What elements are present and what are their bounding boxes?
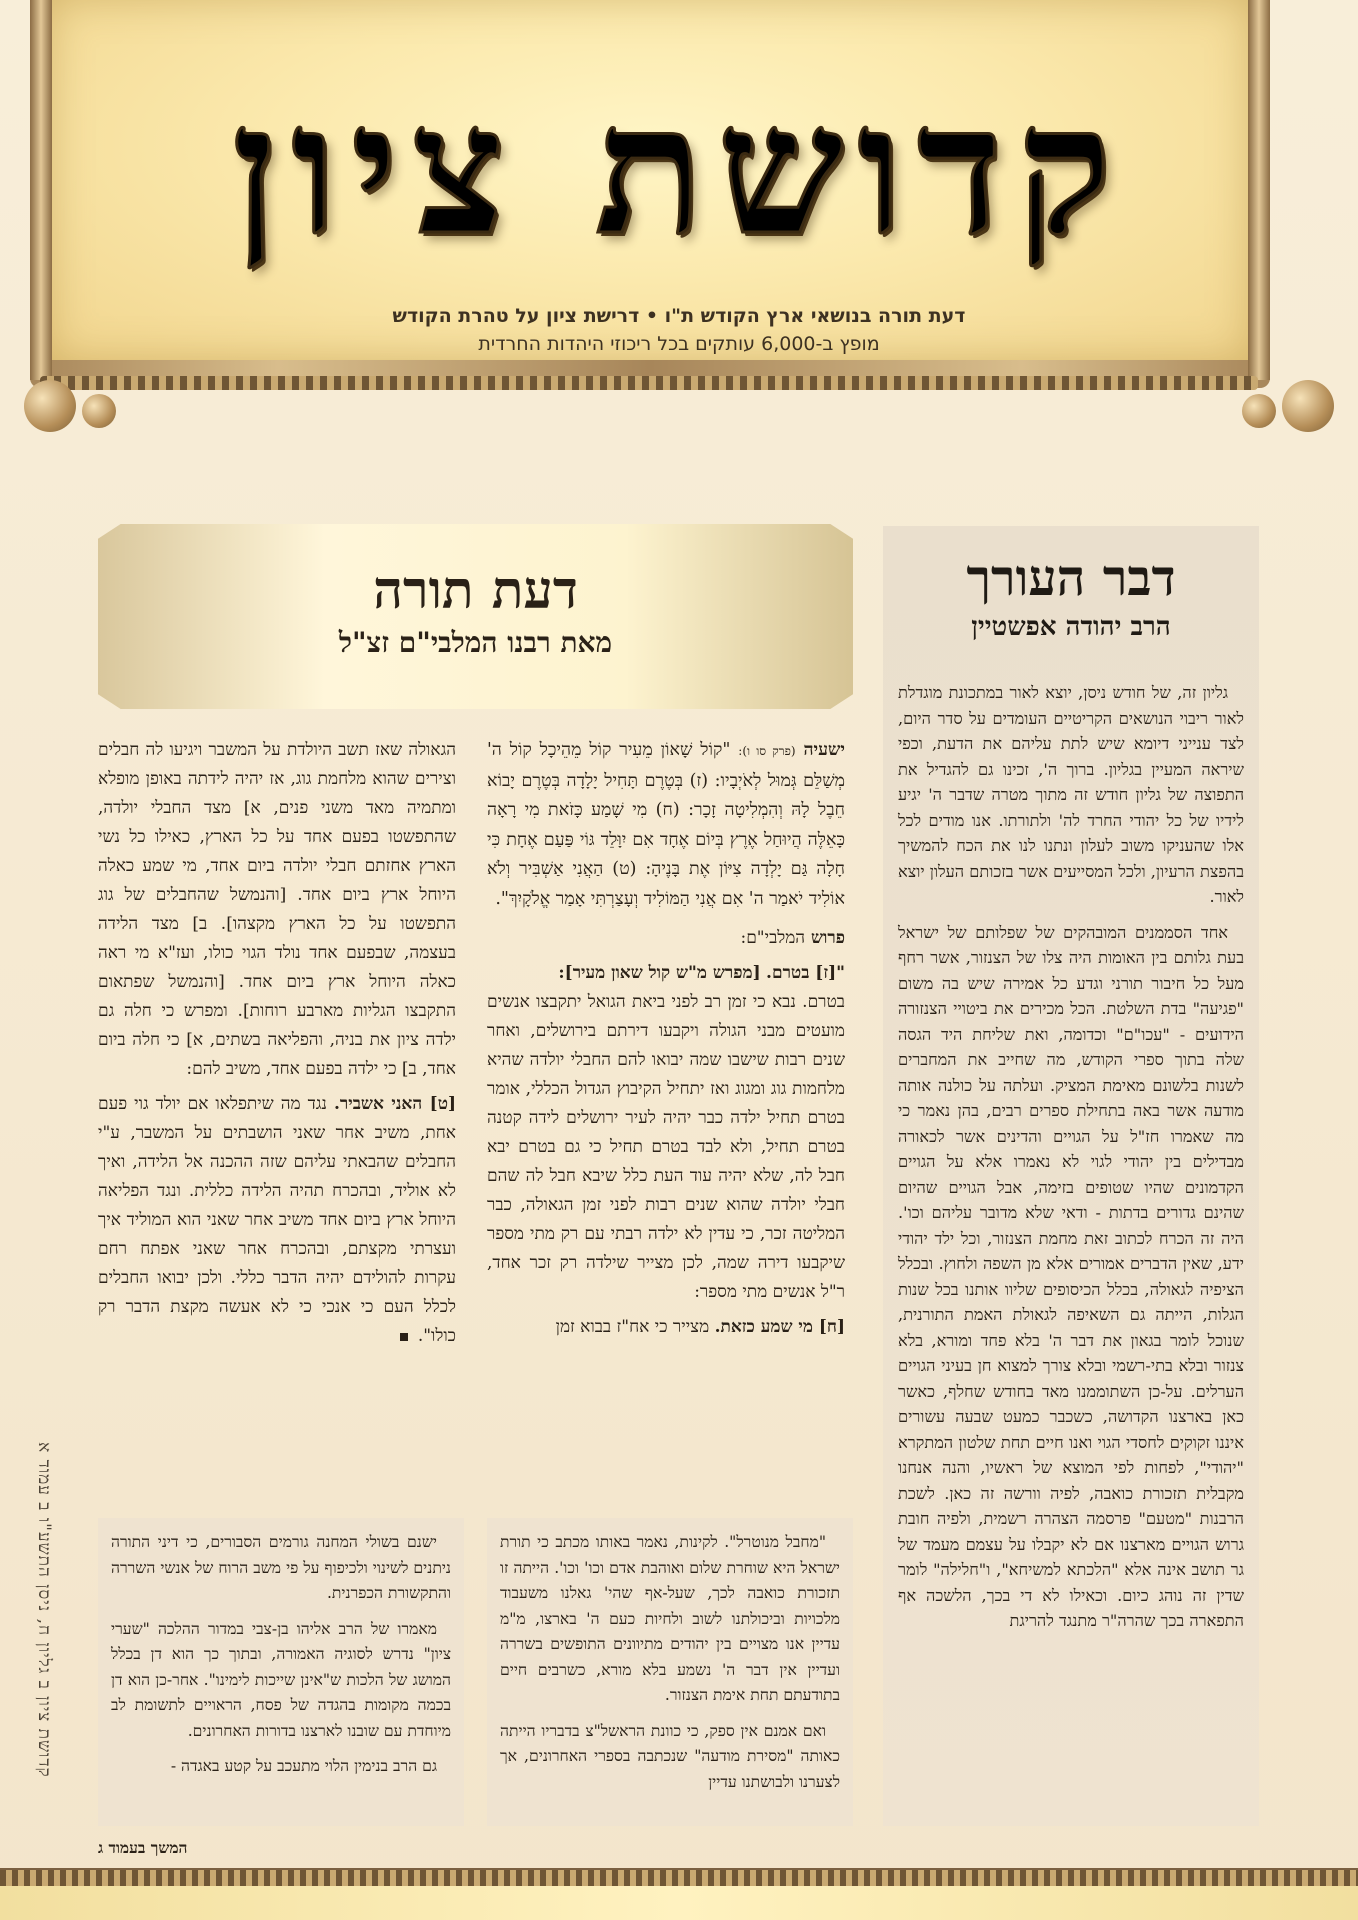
verse-block (487, 736, 845, 914)
verse-reference: (פרק סו ו): (738, 744, 796, 758)
editor-header (883, 548, 1259, 644)
commentary-t (98, 1090, 456, 1351)
masthead-tagline: דעת תורה בנושאי ארץ הקודש ת"ו • דרישת ציון על טהרת הקודש (392, 305, 966, 327)
editor-paragraph: גליון זה, של חודש ניסן, יוצא לאור במתכונת מוגדלת לאור ריבוי הנושאים הקריטיים העומדים על סדר היום, לצד ענייני דיומא שיש לתת עליהם את הדעת, וכפי שיראה המעיין בגליון. ברוך ה', זכינו גם להגדיל את התפוצה של גליון חודש זה מתוך מטרה שדבר ה' יגיע לידיו של כל יהודי החרד לה' ולתורתו. אנו מודים לכל אלו שהעניקו משוב לעלון ונתנו לנו את הכח להמשיך בהפצת הרעיון, ולכל המסייעים אשר בזכותם העלון יוצא לאור. (898, 683, 1244, 906)
editor-author: הרב יהודה אפשטיין (971, 612, 1171, 642)
verse-text: "קוֹל שָׁאוֹן מֵעִיר קוֹל מֵהֵיכָל קוֹל ה' מְשַׁלֵּם גְּמוּל לְאֹיְבָיו: (ז) בְּטֶרֶם תָּחִיל יָלָדָה בְּטֶרֶם יָבוֹא חֵבֶל לָהּ וְהִמְלִיטָה זָכָר: (ח) מִי שָׁמַע כָּזֹאת מִי רָאָה כָּאֵלֶּה הֲיוּחַל אֶרֶץ בְּיוֹם אֶחָד אִם יִוָּלֵד גּוֹי פַּעַם אֶחָת כִּי חָלָה גַּם יָלְדָה צִיּוֹן אֶת בָּנֶיהָ: (ט) הַאֲנִי אַשְׁבִּיר וְלֹא אוֹלִיד יֹאמַר ה' אִם אֲנִי הַמּוֹלִיד וְעָצַרְתִּי אָמַר אֱלֹקָיִךְ". (487, 740, 845, 909)
bottom-paragraph: מאמרו של הרב אליהו בן-צבי במדור ההלכה "שערי ציון" נדרש לסוגיה האמורה, ובתוך כך הוא דן בכלל המושג של הלכות ש"אינן שייכות לימינו". אחר-כן הוא דן בכמה מקומות בהגדה של פסח, הראויים לתשומת לב מיוחדת עם שובנו לארצנו בדורות האחרונים. (111, 1619, 451, 1740)
masthead-distribution: מופץ ב-6,000 עותקים בכל ריכוזי היהדות החרדית (478, 333, 880, 355)
ornament-ball-icon (1242, 394, 1276, 428)
editor-paragraph: אחד הסממנים המובהקים של שפלותם של ישראל בעת גלותם בין האומות היה צלו של הצנזור, אשר רחף מעל כל חיבור תורני וגדע כל אמירה שיש בה משום "פגיעה" בדת השלטת. הכל מכירים את ביטויי הצנזורה הידועים - "עכו"ם" וכדומה, ואת שליחת היד הגסה שלה בתוך ספרי הקודש, מה שחייב את המחברים לשנות בלשונם מאימת המציק. ועלתה על כולנה אותה מודעה אשר באה בתחילת ספרים רבים, בהן נאמר כי מה שאמרו חז"ל על הגויים והדינים אשר לכאורה מבדילים בין יהודי לגוי לא נאמרו אלא על הגויים הקדמונים שהיו שטופים בזימה, אבל הגויים שהיום שהינם גדורים בדתות - ודאי שלא מדובר עליהם וכו'. היה זה הכרח לכתוב זאת מחמת הצנזור, וכל ילד יהודי ידע, שאין הדברים אמורים אלא מן השפה ולחוץ. ובכלל הציפיה לגאולה, בכלל הכיסופים שליוו אותנו בכל שנות הגלות, הייתה גם השאיפה לגאולת האמת התורנית, שנוכל לומר בגאון את דבר ה' בלא פחד ומורא, בלא צנזור ובלא בתי-רשמי ובלא צורך למצוא חן בעיני הגויים הערלים. על-כן השתוממנו מאד בחודש שחלף, כאשר כאן בארצנו הקדושה, כשכבר כמעט שבעה עשורים איננו זקוקים לחסדי הגוי ואנו חיים תחת שלטון המתקרא "יהודי", לפחות לפי המוצא של ראשיו, והנה אנחנו מקבלית תזכורת כואבה, לפיה וורשה זה כאן. לשכת הרבנות "מטעם" פרסמה הצהרה רשמית, ולפיה חובת גרוש הגויים מארצנו אם לא יקבלו על עצמם מעמד של גר תושב אינה אלא "הלכתא למשיחא", ו"חלילה" לומר שדין זה נוהג כיום. וכאילו לא די בכך, הלשכה אף התפארה בכך שהרה"ר מתנגד להריגת (898, 922, 1244, 1630)
commentary-h (487, 1313, 845, 1342)
commentary-t-label: [ט] האני אשביר. (334, 1094, 457, 1114)
ornament-ball-icon (24, 380, 76, 432)
bottom-paragraph: גם הרב בנימין הלוי מתעכב על קטע באגדה - (170, 1757, 437, 1775)
editor-body (898, 680, 1244, 1644)
pirush-heading-word: פרוש (811, 928, 845, 948)
verse-label: ישעיה (803, 740, 845, 760)
daat-torah-column-right (487, 736, 845, 1348)
bottom-text-right (500, 1530, 840, 1805)
page-side-label: קדושת ציון ב גליון ח, ניסן התשע"ו ב עמוד א (34, 1442, 54, 1778)
bottom-bead-border (0, 1868, 1358, 1888)
daat-torah-subtitle: מאת רבנו המלבי"ם זצ"ל (338, 626, 613, 659)
end-mark-icon (400, 1333, 408, 1341)
daat-torah-column-left (98, 736, 456, 1357)
commentary-z-lead: [מפרש מ"ש קול שאון מעיר]: (558, 963, 761, 983)
pirush-heading-suffix: המלבי"ם: (740, 928, 806, 948)
commentary-h-continued: הגאולה שאז תשב היולדת על המשבר ויגיעו לה חבלים וצירים שהוא מלחמת גוג, אז יהיה לידתה באופן מופלא ומתמיה מאד משני פנים, א] מצד החבלי יולדה, שהתפשטו בפעם אחד על כל הארץ, כאילו כל נשי הארץ אחזתם חבלי יולדה ביום אחד, מי שמע כאלה היוחל ארץ ביום אחד. [והנמשל שהחבלים של גוג התפשטו על כל הארץ מקצהו]. ב] מצד הלידה בעצמה, שבפעם אחד נולד הגוי כולו, ועז"א מי ראה כאלה היוחל ארץ ביום אחד. [והנמשל שפתאום התקבצו הגליות מארבע רוחות]. ומפרש כי חלה גם ילדה ציון את בניה, והפליאה בשתים, א] כי חלה ביום אחד, ב] כי ילדה בפעם אחד, משיב להם: (98, 740, 456, 1079)
commentary-z-label: "[ז] בטרם. (766, 963, 845, 983)
commentary-h-label: [ח] מי שמע כזאת. (714, 1317, 845, 1337)
bottom-paragraph: "מחבל מנוטרל". לקינות, נאמר באותו מכתב כי תורת ישראל היא שוחרת שלום ואוהבת אדם וכו' וכו'. הייתה זו תזכורת כואבה לכך, שעל-אף שהי' גאלנו משעבוד מלכויות וביכולתנו לשוב ולחיות כעם ה' בארצו, מ"מ עדיין אנו מצויים בין יהודים מתיוונים התופשים בשררה ועדיין אין דבר ה' נשמע בלא מורא, כשרבים חיים בתודעתם תחת אימת הצנזור. (500, 1533, 840, 1704)
commentary-t-text: נגד מה שיתפלאו אם יולד גוי פעם אחת, משיב אחר שאני הושבתים על המשבר, ע"י החבלים שהבאתי עליהם שזה ההכנה אל הלידה, ואיך לא אוליד, ובהכרח תהיה הלידה כללית. ונגד הפליאה היוחל ארץ ביום אחד משיב אחר שאני הוא המוליד איך ועצרתי מקצתם, ובהכרח אחר שאני אפתח רחם עקרות להולידם יהיה הדבר כללי. ולכן יבואו החבלים לכלל העם כי אנכי כי לא אעשה מקצת הדבר רק כולו". (98, 1094, 456, 1346)
ornament-ball-icon (82, 394, 116, 428)
commentary-z-text: בטרם. נבא כי זמן רב לפני ביאת הגואל יתקבצו אנשים מועטים מבני הגולה ויקבעו דירתם בירושלים, ואחר שנים רבות שישבו שמה יבואו להם החבלי יולדה שהיא מלחמות גוג ומגוג ואז יתחיל הקיבוץ הגדול הכללי, אומר בטרם תחיל ילדה כבר יהיה לעיר ירושלים לידה קטנה בטרם תחיל, ולא לבד בטרם תחיל כי גם בטרם יבא חבל לה, שלא יהיה עוד העת כלל שיבא חבל לה שהם חבלי יולדה שהוא שנים רבות לפני זמן הגאולה, כבר המליטה זכר, כי עדין לא ילדה רבתי עם רק מתי מספר שיקבעו דירה שמה, לכן מצייר שילדה רק זכר אחד, ר"ל אנשים מתי מספר: (487, 992, 845, 1302)
masthead-bead-border (40, 376, 1258, 390)
pirush-heading (487, 924, 845, 953)
editor-title: דבר העורך (966, 548, 1176, 607)
bottom-text-left (111, 1530, 451, 1790)
commentary-z (487, 959, 845, 1307)
ornament-ball-icon (1282, 380, 1334, 432)
continued-on-page: המשך בעמוד ג (98, 1838, 188, 1857)
bottom-gold-strip (0, 1886, 1358, 1920)
commentary-h-text: מצייר כי אח"ז בבוא זמן (555, 1317, 710, 1337)
bottom-paragraph: ישנם בשולי המחנה גורמים הסבורים, כי דיני התורה ניתנים לשינוי ולכיפוף על פי משב הרוח של אנשי השררה והתקשורת הכפרנית. (111, 1533, 451, 1602)
bottom-paragraph: ואם אמנם אין ספק, כי כוונת הראשל"צ בדבריו הייתה כאותה "מסירת מודעה" שנכתבה בספרי האחרונים, אך לצערנו ולבושתנו עדיין (500, 1721, 840, 1791)
masthead-title: קדושת ציון (0, 70, 1358, 270)
daat-torah-title: דעת תורה (373, 560, 578, 621)
